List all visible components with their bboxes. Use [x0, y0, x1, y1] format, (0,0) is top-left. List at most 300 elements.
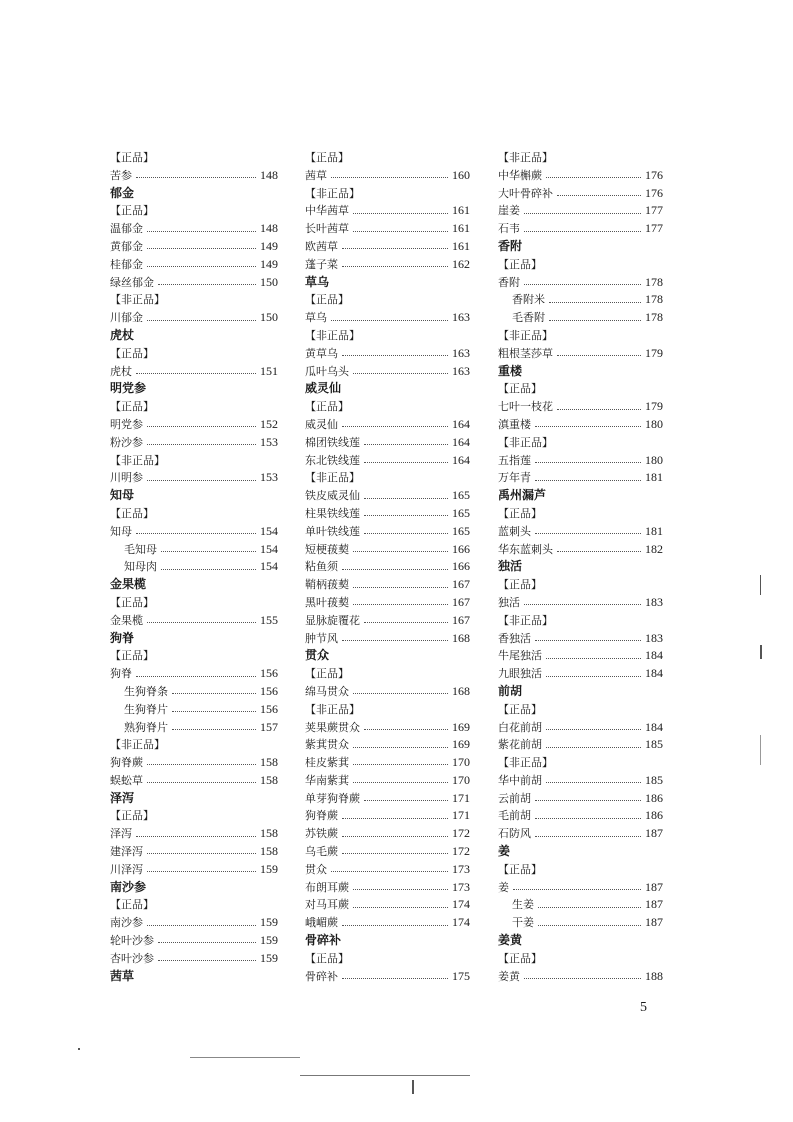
toc-entry [305, 719, 470, 737]
entry-page-number: 171 [452, 790, 470, 805]
entry-page-number: 174 [452, 915, 470, 930]
entry-title: 【正品】 [110, 898, 154, 912]
toc-heading [110, 879, 278, 897]
toc-entry [305, 879, 470, 897]
dot-leader [147, 764, 256, 765]
dot-leader [172, 729, 256, 730]
dot-leader [364, 533, 448, 534]
entry-page-number: 173 [452, 861, 470, 876]
toc-entry [110, 363, 278, 381]
dot-leader [342, 640, 448, 641]
entry-title: 白花前胡 [498, 720, 542, 734]
toc-entry [498, 220, 663, 238]
entry-title: 干姜 [512, 916, 534, 930]
entry-title: 茜草 [305, 168, 327, 182]
toc-entry [498, 968, 663, 986]
toc-entry [498, 736, 663, 754]
entry-title: 狗脊 [110, 667, 132, 681]
entry-page-number: 158 [260, 772, 278, 787]
entry-title: 华中前胡 [498, 773, 542, 787]
entry-page-number: 159 [260, 933, 278, 948]
toc-heading [110, 630, 278, 648]
toc-entry [305, 825, 470, 843]
toc-entry [305, 345, 470, 363]
entry-title: 威灵仙 [305, 381, 342, 396]
toc-entry [110, 665, 278, 683]
dot-leader [524, 978, 641, 979]
dot-leader [342, 266, 448, 267]
dot-leader [524, 284, 641, 285]
entry-title: 知母 [110, 488, 135, 503]
dot-leader [364, 800, 448, 801]
toc-entry [305, 523, 470, 541]
entry-page-number: 173 [452, 879, 470, 894]
entry-title: 虎杖 [110, 327, 135, 342]
entry-title: 五指莲 [498, 453, 531, 467]
toc-entry [305, 683, 470, 701]
entry-title: 肿节风 [305, 631, 338, 645]
entry-title: 粘鱼须 [305, 560, 338, 574]
entry-page-number: 186 [645, 808, 663, 823]
entry-page-number: 157 [260, 719, 278, 734]
entry-page-number: 150 [260, 310, 278, 325]
entry-title: 布朗耳蕨 [305, 880, 349, 894]
toc-entry [305, 736, 470, 754]
entry-page-number: 153 [260, 470, 278, 485]
dot-leader [557, 195, 641, 196]
entry-title: 【正品】 [305, 951, 349, 965]
entry-title: 【正品】 [305, 293, 349, 307]
toc-category [498, 327, 663, 345]
toc-category [498, 256, 663, 274]
dot-leader [136, 373, 256, 374]
entry-title: 铁皮威灵仙 [305, 489, 360, 503]
toc-entry [498, 452, 663, 470]
toc-category [110, 505, 278, 523]
entry-page-number: 166 [452, 541, 470, 556]
toc-entry [110, 914, 278, 932]
toc-entry [498, 185, 663, 203]
entry-title: 【正品】 [305, 151, 349, 164]
toc-category [110, 594, 278, 612]
entry-title: 前胡 [498, 683, 523, 698]
entry-title: 狗脊 [110, 630, 135, 645]
dot-leader [535, 426, 641, 427]
entry-title: 【非正品】 [305, 186, 360, 200]
toc-category [305, 950, 470, 968]
entry-title: 骨碎补 [305, 969, 338, 983]
entry-page-number: 171 [452, 808, 470, 823]
entry-page-number: 161 [452, 221, 470, 236]
dot-leader [147, 231, 256, 232]
dot-leader [557, 355, 641, 356]
entry-title: 滇重楼 [498, 417, 531, 431]
entry-page-number: 178 [645, 310, 663, 325]
entry-page-number: 178 [645, 274, 663, 289]
entry-page-number: 181 [645, 523, 663, 538]
entry-title: 柱果铁线莲 [305, 506, 360, 520]
entry-title: 金果榄 [110, 613, 143, 627]
toc-entry [305, 309, 470, 327]
entry-page-number: 158 [260, 826, 278, 841]
toc-entry [110, 825, 278, 843]
scan-mark [412, 1080, 414, 1094]
toc-entry [305, 505, 470, 523]
dot-leader [353, 889, 448, 890]
entry-page-number: 184 [645, 719, 663, 734]
dot-leader [158, 960, 256, 961]
scan-mark [760, 575, 761, 595]
entry-page-number: 158 [260, 844, 278, 859]
toc-category [305, 291, 470, 309]
toc-entry [305, 861, 470, 879]
toc-entry [110, 523, 278, 541]
toc-entry [110, 256, 278, 274]
entry-title: 郁金 [110, 185, 135, 200]
toc-column-3 [498, 149, 663, 985]
toc-entry [110, 843, 278, 861]
dot-leader [136, 533, 256, 534]
toc-entry [498, 541, 663, 559]
entry-title: 【非正品】 [110, 293, 165, 307]
toc-heading [498, 487, 663, 505]
toc-entry [305, 202, 470, 220]
entry-page-number: 184 [645, 666, 663, 681]
entry-page-number: 156 [260, 683, 278, 698]
toc-entry [305, 256, 470, 274]
entry-title: 泽泻 [110, 790, 135, 805]
entry-title: 【正品】 [498, 382, 542, 396]
entry-title: 禹州漏芦 [498, 488, 547, 503]
dot-leader [161, 551, 256, 552]
entry-title: 川郁金 [110, 311, 143, 325]
entry-title: 知母 [110, 524, 132, 538]
toc-entry [498, 914, 663, 932]
entry-page-number: 164 [452, 452, 470, 467]
toc-heading [305, 380, 470, 398]
toc-category [110, 149, 278, 167]
entry-page-number: 165 [452, 505, 470, 520]
toc-entry [305, 594, 470, 612]
page-number: 5 [640, 1000, 647, 1015]
toc-entry [305, 487, 470, 505]
toc-heading [498, 683, 663, 701]
toc-heading [305, 932, 470, 950]
entry-page-number: 179 [645, 345, 663, 360]
entry-page-number: 153 [260, 434, 278, 449]
entry-title: 【非正品】 [498, 756, 553, 770]
entry-title: 毛前胡 [498, 809, 531, 823]
toc-entry [305, 914, 470, 932]
entry-page-number: 154 [260, 523, 278, 538]
toc-entry [110, 558, 278, 576]
entry-page-number: 165 [452, 488, 470, 503]
entry-page-number: 168 [452, 683, 470, 698]
toc-heading [110, 327, 278, 345]
toc-heading [498, 932, 663, 950]
entry-title: 万年青 [498, 471, 531, 485]
dot-leader [158, 284, 256, 285]
entry-title: 香附 [498, 275, 520, 289]
entry-title: 【非正品】 [305, 471, 360, 485]
entry-title: 云前胡 [498, 791, 531, 805]
toc-category [305, 469, 470, 487]
entry-title: 南沙参 [110, 879, 147, 894]
dot-leader [535, 480, 641, 481]
entry-page-number: 172 [452, 826, 470, 841]
entry-title: 华东蓝刺头 [498, 542, 553, 556]
entry-page-number: 149 [260, 238, 278, 253]
entry-title: 川明参 [110, 471, 143, 485]
toc-entry [110, 416, 278, 434]
dot-leader [331, 177, 448, 178]
toc-entry [110, 612, 278, 630]
scan-mark [300, 1075, 470, 1076]
dot-leader [342, 836, 448, 837]
entry-title: 贯众 [305, 862, 327, 876]
toc-category [110, 896, 278, 914]
entry-page-number: 159 [260, 861, 278, 876]
entry-title: 蓬子菜 [305, 257, 338, 271]
entry-title: 欧茜草 [305, 239, 338, 253]
entry-title: 粉沙参 [110, 435, 143, 449]
entry-title: 虎杖 [110, 364, 132, 378]
entry-title: 姜 [498, 844, 511, 859]
entry-page-number: 167 [452, 612, 470, 627]
dot-leader [353, 693, 448, 694]
entry-page-number: 176 [645, 185, 663, 200]
entry-page-number: 180 [645, 416, 663, 431]
entry-title: 姜黄 [498, 969, 520, 983]
toc-heading [498, 363, 663, 381]
entry-title: 短梗菝葜 [305, 542, 349, 556]
toc-category [110, 398, 278, 416]
dot-leader [353, 213, 448, 214]
dot-leader [535, 818, 641, 819]
entry-title: 显脉旋覆花 [305, 613, 360, 627]
entry-page-number: 167 [452, 594, 470, 609]
toc-category [498, 612, 663, 630]
entry-title: 明党参 [110, 417, 143, 431]
entry-title: 【正品】 [498, 506, 542, 520]
toc-entry [110, 167, 278, 185]
entry-title: 【正品】 [110, 649, 154, 663]
entry-title: 中华槲蕨 [498, 168, 542, 182]
toc-category [305, 149, 470, 167]
dot-leader [342, 925, 448, 926]
entry-title: 七叶一枝花 [498, 400, 553, 414]
toc-heading [498, 843, 663, 861]
toc-entry [110, 683, 278, 701]
dot-leader [331, 320, 448, 321]
entry-title: 【非正品】 [498, 151, 553, 164]
dot-leader [353, 373, 448, 374]
toc-entry [498, 469, 663, 487]
entry-title: 【非正品】 [305, 328, 360, 342]
entry-title: 【正品】 [498, 951, 542, 965]
entry-page-number: 164 [452, 416, 470, 431]
dot-leader [342, 978, 448, 979]
entry-title: 【非正品】 [110, 738, 165, 752]
toc-entry [305, 167, 470, 185]
dot-leader [342, 355, 448, 356]
entry-title: 草乌 [305, 311, 327, 325]
dot-leader [136, 676, 256, 677]
entry-page-number: 180 [645, 452, 663, 467]
toc-entry [305, 416, 470, 434]
dot-leader [147, 782, 256, 783]
dot-leader [353, 747, 448, 748]
entry-page-number: 167 [452, 577, 470, 592]
toc-entry [498, 416, 663, 434]
dot-leader [342, 853, 448, 854]
dot-leader [342, 569, 448, 570]
entry-page-number: 155 [260, 612, 278, 627]
entry-page-number: 154 [260, 559, 278, 574]
entry-title: 【正品】 [110, 151, 154, 164]
entry-title: 明党参 [110, 381, 147, 396]
toc-category [305, 701, 470, 719]
entry-title: 桂皮紫萁 [305, 756, 349, 770]
dot-leader [342, 426, 448, 427]
toc-entry [498, 719, 663, 737]
entry-page-number: 183 [645, 594, 663, 609]
entry-title: 黄郁金 [110, 239, 143, 253]
entry-page-number: 187 [645, 879, 663, 894]
toc-entry [498, 291, 663, 309]
entry-page-number: 156 [260, 701, 278, 716]
dot-leader [136, 177, 256, 178]
dot-leader [549, 320, 641, 321]
entry-page-number: 161 [452, 238, 470, 253]
toc-entry [110, 754, 278, 772]
entry-page-number: 148 [260, 221, 278, 236]
dot-leader [147, 320, 256, 321]
entry-page-number: 159 [260, 950, 278, 965]
toc-entry [305, 896, 470, 914]
entry-title: 大叶骨碎补 [498, 186, 553, 200]
entry-page-number: 172 [452, 844, 470, 859]
toc-category [498, 576, 663, 594]
dot-leader [147, 622, 256, 623]
entry-title: 中华茜草 [305, 204, 349, 218]
entry-title: 香附米 [512, 293, 545, 307]
entry-title: 紫萁贯众 [305, 738, 349, 752]
dot-leader [158, 942, 256, 943]
toc-entry [498, 309, 663, 327]
dot-leader [147, 871, 256, 872]
entry-page-number: 174 [452, 897, 470, 912]
entry-page-number: 149 [260, 256, 278, 271]
entry-title: 香附 [498, 238, 523, 253]
entry-title: 温郁金 [110, 222, 143, 236]
toc-heading [498, 238, 663, 256]
dot-leader [535, 836, 641, 837]
entry-title: 杏叶沙参 [110, 951, 154, 965]
dot-leader [147, 925, 256, 926]
entry-page-number: 151 [260, 363, 278, 378]
entry-title: 【正品】 [498, 578, 542, 592]
dot-leader [557, 409, 641, 410]
toc-category [110, 291, 278, 309]
toc-column-2 [305, 149, 470, 985]
entry-title: 【非正品】 [498, 613, 553, 627]
entry-page-number: 186 [645, 790, 663, 805]
dot-leader [364, 515, 448, 516]
entry-title: 【正品】 [110, 506, 154, 520]
entry-page-number: 154 [260, 541, 278, 556]
toc-entry [110, 701, 278, 719]
entry-page-number: 156 [260, 666, 278, 681]
entry-title: 泽泻 [110, 827, 132, 841]
entry-title: 苏铁蕨 [305, 827, 338, 841]
toc-category [498, 950, 663, 968]
entry-title: 瓜叶乌头 [305, 364, 349, 378]
entry-title: 峨嵋蕨 [305, 916, 338, 930]
entry-title: 草乌 [305, 274, 330, 289]
toc-entry [305, 968, 470, 986]
entry-title: 九眼独活 [498, 667, 542, 681]
toc-heading [110, 790, 278, 808]
entry-title: 牛尾独活 [498, 649, 542, 663]
toc-entry [498, 896, 663, 914]
toc-entry [498, 772, 663, 790]
toc-entry [110, 861, 278, 879]
toc-entry [110, 309, 278, 327]
dot-leader [172, 711, 256, 712]
dot-leader [353, 587, 448, 588]
entry-page-number: 165 [452, 523, 470, 538]
entry-title: 【正品】 [305, 667, 349, 681]
entry-title: 毛知母 [124, 542, 157, 556]
dot-leader [513, 889, 641, 890]
entry-title: 【正品】 [110, 400, 154, 414]
toc-entry [305, 630, 470, 648]
dot-leader [546, 177, 641, 178]
entry-page-number: 182 [645, 541, 663, 556]
toc-category [498, 434, 663, 452]
toc-heading [498, 558, 663, 576]
entry-title: 建泽泻 [110, 845, 143, 859]
dot-leader [147, 444, 256, 445]
scan-mark [760, 735, 761, 765]
entry-title: 威灵仙 [305, 417, 338, 431]
toc-category [305, 665, 470, 683]
dot-leader [147, 426, 256, 427]
toc-entry [305, 772, 470, 790]
dot-leader [136, 836, 256, 837]
toc-category [498, 149, 663, 167]
entry-page-number: 160 [452, 167, 470, 182]
entry-title: 毛香附 [512, 311, 545, 325]
toc-entry [305, 576, 470, 594]
entry-title: 姜 [498, 880, 509, 894]
toc-entry [498, 523, 663, 541]
dot-leader [353, 231, 448, 232]
dot-leader [353, 551, 448, 552]
entry-page-number: 177 [645, 221, 663, 236]
entry-title: 桂郁金 [110, 257, 143, 271]
toc-category [110, 452, 278, 470]
entry-title: 【正品】 [110, 809, 154, 823]
entry-title: 华南紫萁 [305, 773, 349, 787]
entry-page-number: 152 [260, 416, 278, 431]
entry-page-number: 169 [452, 737, 470, 752]
dot-leader [546, 782, 641, 783]
entry-title: 贯众 [305, 648, 330, 663]
toc-entry [110, 541, 278, 559]
entry-title: 鞘柄菝葜 [305, 578, 349, 592]
